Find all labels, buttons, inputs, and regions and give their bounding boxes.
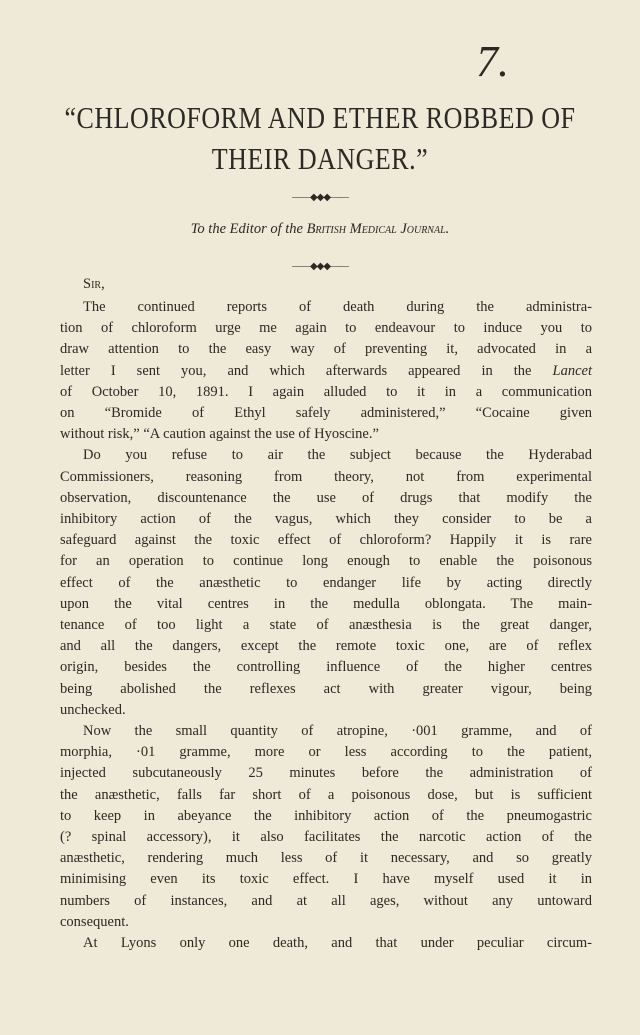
ornament-divider: ——◆◆◆—— [291, 192, 349, 203]
body-line: At Lyons only one death, and that under peculiar circum- [83, 935, 592, 951]
body-line: to keep in abeyance the inhibitory action of the pneumogastric [60, 807, 592, 824]
body-line: tion of chloroform urge me again to endeavour to induce you to [60, 320, 592, 337]
salutation: Sir, [83, 276, 105, 292]
journal-reference: Lancet [552, 362, 592, 379]
body-line: upon the vital centres in the medulla oblongata. The main- [60, 595, 592, 612]
body-line: of October 10, 1891. I again alluded to it in a communication [60, 383, 592, 400]
body-line: (? spinal accessory), it also facilitates the narcotic action of the [60, 829, 592, 845]
body-line: origin, besides the controlling influence of the higher centres [60, 659, 592, 676]
body-line: the anæsthetic, falls far short of a poisonous dose, but is sufficient [60, 786, 592, 803]
body-line: anæsthetic, rendering much less of it necessary, and so greatly [60, 850, 592, 867]
body-line: draw attention to the easy way of preventing it, advocated in a [60, 341, 592, 358]
body-line: Do you refuse to air the subject because the Hyderabad [83, 447, 592, 464]
body-line: observation, discountenance the use of drugs that modify the [60, 489, 592, 506]
body-line: being abolished the reflexes act with greater vigour, being [60, 680, 592, 697]
body-line: inhibitory action of the vagus, which they consider to be a [60, 511, 592, 527]
body-line: The continued reports of death during the administra- [83, 299, 592, 315]
body-line: tenance of too light a state of anæsthesia is the great danger, [60, 617, 592, 633]
body-line: consequent. [60, 913, 129, 930]
dedication-line [0, 221, 640, 238]
article-title-line-1: “CHLOROFORM AND ETHER ROBBED OF [64, 100, 576, 135]
ornament-divider: ——◆◆◆—— [291, 261, 349, 272]
dedication-prefix: To the Editor of the [190, 221, 303, 237]
body-line: numbers of instances, and at all ages, without any untoward [60, 892, 592, 909]
body-line: minimising even its toxic effect. I have myself used it in [60, 871, 592, 888]
body-line: without risk,” “A caution against the use of Hyoscine.” [60, 426, 379, 443]
body-line: effect of the anæsthetic to endanger life by acting directly [60, 574, 592, 591]
body-line: safeguard against the toxic effect of chloroform? Happily it is rare [60, 532, 592, 549]
body-line: morphia, ·01 gramme, more or less according to the patient, [60, 744, 592, 761]
journal-name: British Medical Journal. [306, 221, 450, 237]
body-line: for an operation to continue long enough to enable the poisonous [60, 553, 592, 570]
article-title-line-2: THEIR DANGER.” [211, 141, 429, 176]
body-line: Commissioners, reasoning from theory, not from experimental [60, 468, 592, 485]
page-number: 7. [476, 37, 509, 86]
body-line-text: letter I sent you, and which afterwards appeared in the [60, 362, 553, 379]
body-line: injected subcutaneously 25 minutes before the administration of [60, 765, 592, 782]
body-line: Now the small quantity of atropine, ·001 gramme, and of [83, 723, 592, 739]
body-line: unchecked. [60, 701, 126, 718]
body-line: on “Bromide of Ethyl safely administered,” “Cocaine given [60, 405, 592, 421]
body-line: and all the dangers, except the remote toxic one, are of reflex [60, 638, 592, 655]
body-line [60, 362, 592, 380]
